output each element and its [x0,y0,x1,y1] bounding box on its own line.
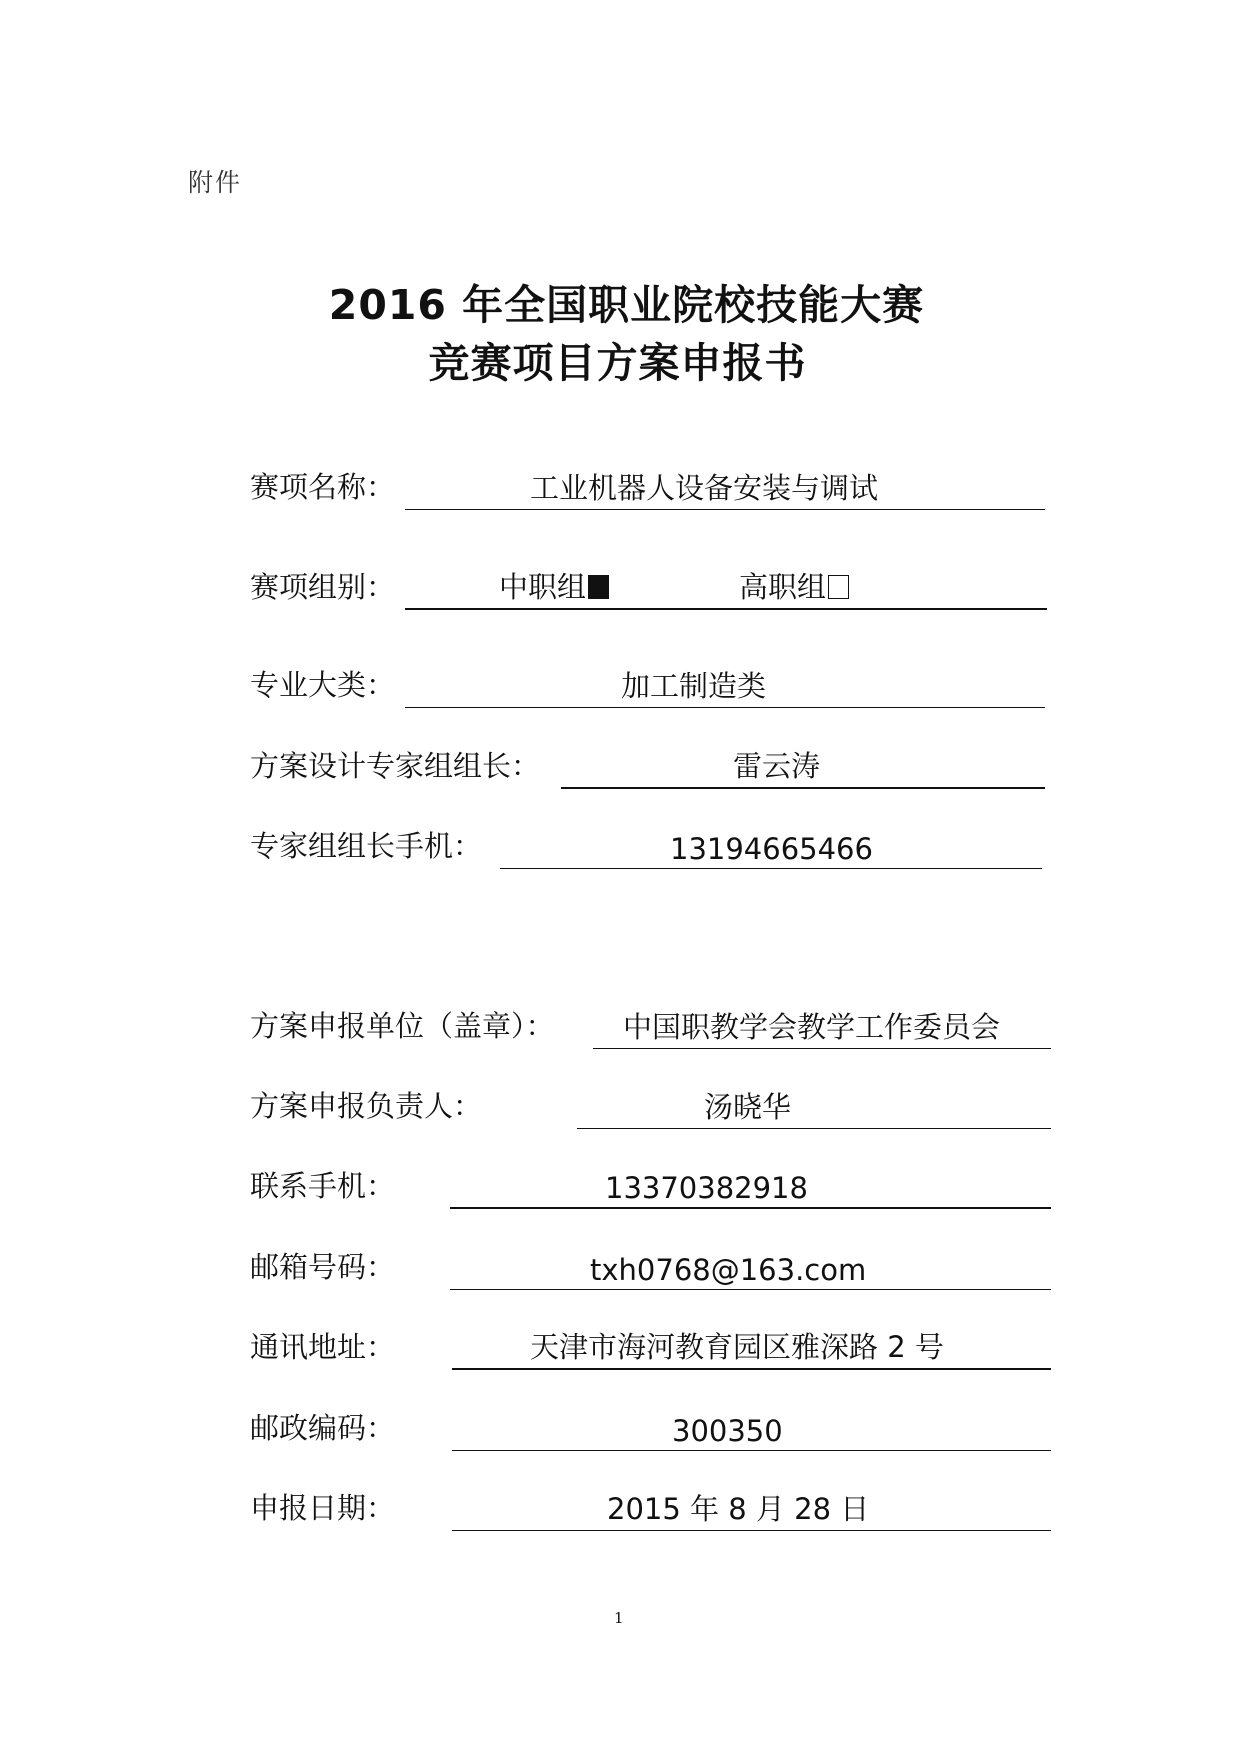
event-name-label: 赛项名称： [250,470,396,504]
document-title-line2: 竞赛项目方案申报书 [428,339,807,387]
group-option-secondary[interactable] [499,565,609,606]
apply-date-label: 申报日期： [250,1491,396,1525]
applicant-unit-value: 中国职教学会教学工作委员会 [623,1010,1001,1044]
expert-phone-label: 专家组组长手机： [250,829,483,863]
expert-leader-value: 雷云涛 [733,749,821,783]
email-field[interactable] [450,1249,1051,1290]
page-number: 1 [614,1609,624,1627]
event-name-value: 工业机器人设备安装与调试 [530,471,879,505]
expert-leader-field[interactable] [561,747,1045,789]
applicant-person-field[interactable] [577,1088,1051,1129]
email-label: 邮箱号码： [250,1250,396,1284]
major-category-label: 专业大类： [250,668,396,702]
event-name-field[interactable] [405,469,1045,510]
document-title-line1: 2016 年全国职业院校技能大赛 [328,281,925,329]
checked-box-icon[interactable] [588,575,609,599]
address-value: 天津市海河教育园区雅深路 2 号 [530,1330,944,1364]
major-category-field[interactable] [405,667,1045,708]
postal-code-field[interactable] [452,1410,1051,1451]
group-option-higher[interactable] [739,565,849,606]
email-value: txh0768@163.com [590,1253,867,1287]
attachment-label: 附件 [188,168,243,197]
apply-date-value: 2015 年 8 月 28 日 [607,1492,870,1526]
address-field[interactable] [452,1328,1051,1370]
expert-phone-field[interactable] [500,828,1042,869]
contact-phone-value: 13370382918 [605,1171,808,1205]
contact-phone-field[interactable] [450,1167,1051,1209]
major-category-value: 加工制造类 [621,669,767,703]
applicant-unit-field[interactable] [593,1008,1051,1049]
apply-date-field[interactable] [452,1490,1051,1531]
unchecked-box-icon[interactable] [828,575,849,599]
group-option-higher-label: 高职组 [739,570,827,604]
contact-phone-label: 联系手机： [250,1169,396,1203]
postal-code-value: 300350 [672,1414,783,1448]
applicant-unit-label: 方案申报单位（盖章）： [250,1009,555,1043]
group-option-secondary-label: 中职组 [499,570,587,604]
event-group-field [405,568,1047,610]
expert-phone-value: 13194665466 [670,832,873,866]
event-group-label: 赛项组别： [250,570,396,604]
address-label: 通讯地址： [250,1330,396,1364]
postal-code-label: 邮政编码： [250,1411,396,1445]
applicant-person-value: 汤晓华 [704,1090,792,1124]
applicant-person-label: 方案申报负责人： [250,1089,483,1123]
expert-leader-label: 方案设计专家组组长： [250,749,541,783]
